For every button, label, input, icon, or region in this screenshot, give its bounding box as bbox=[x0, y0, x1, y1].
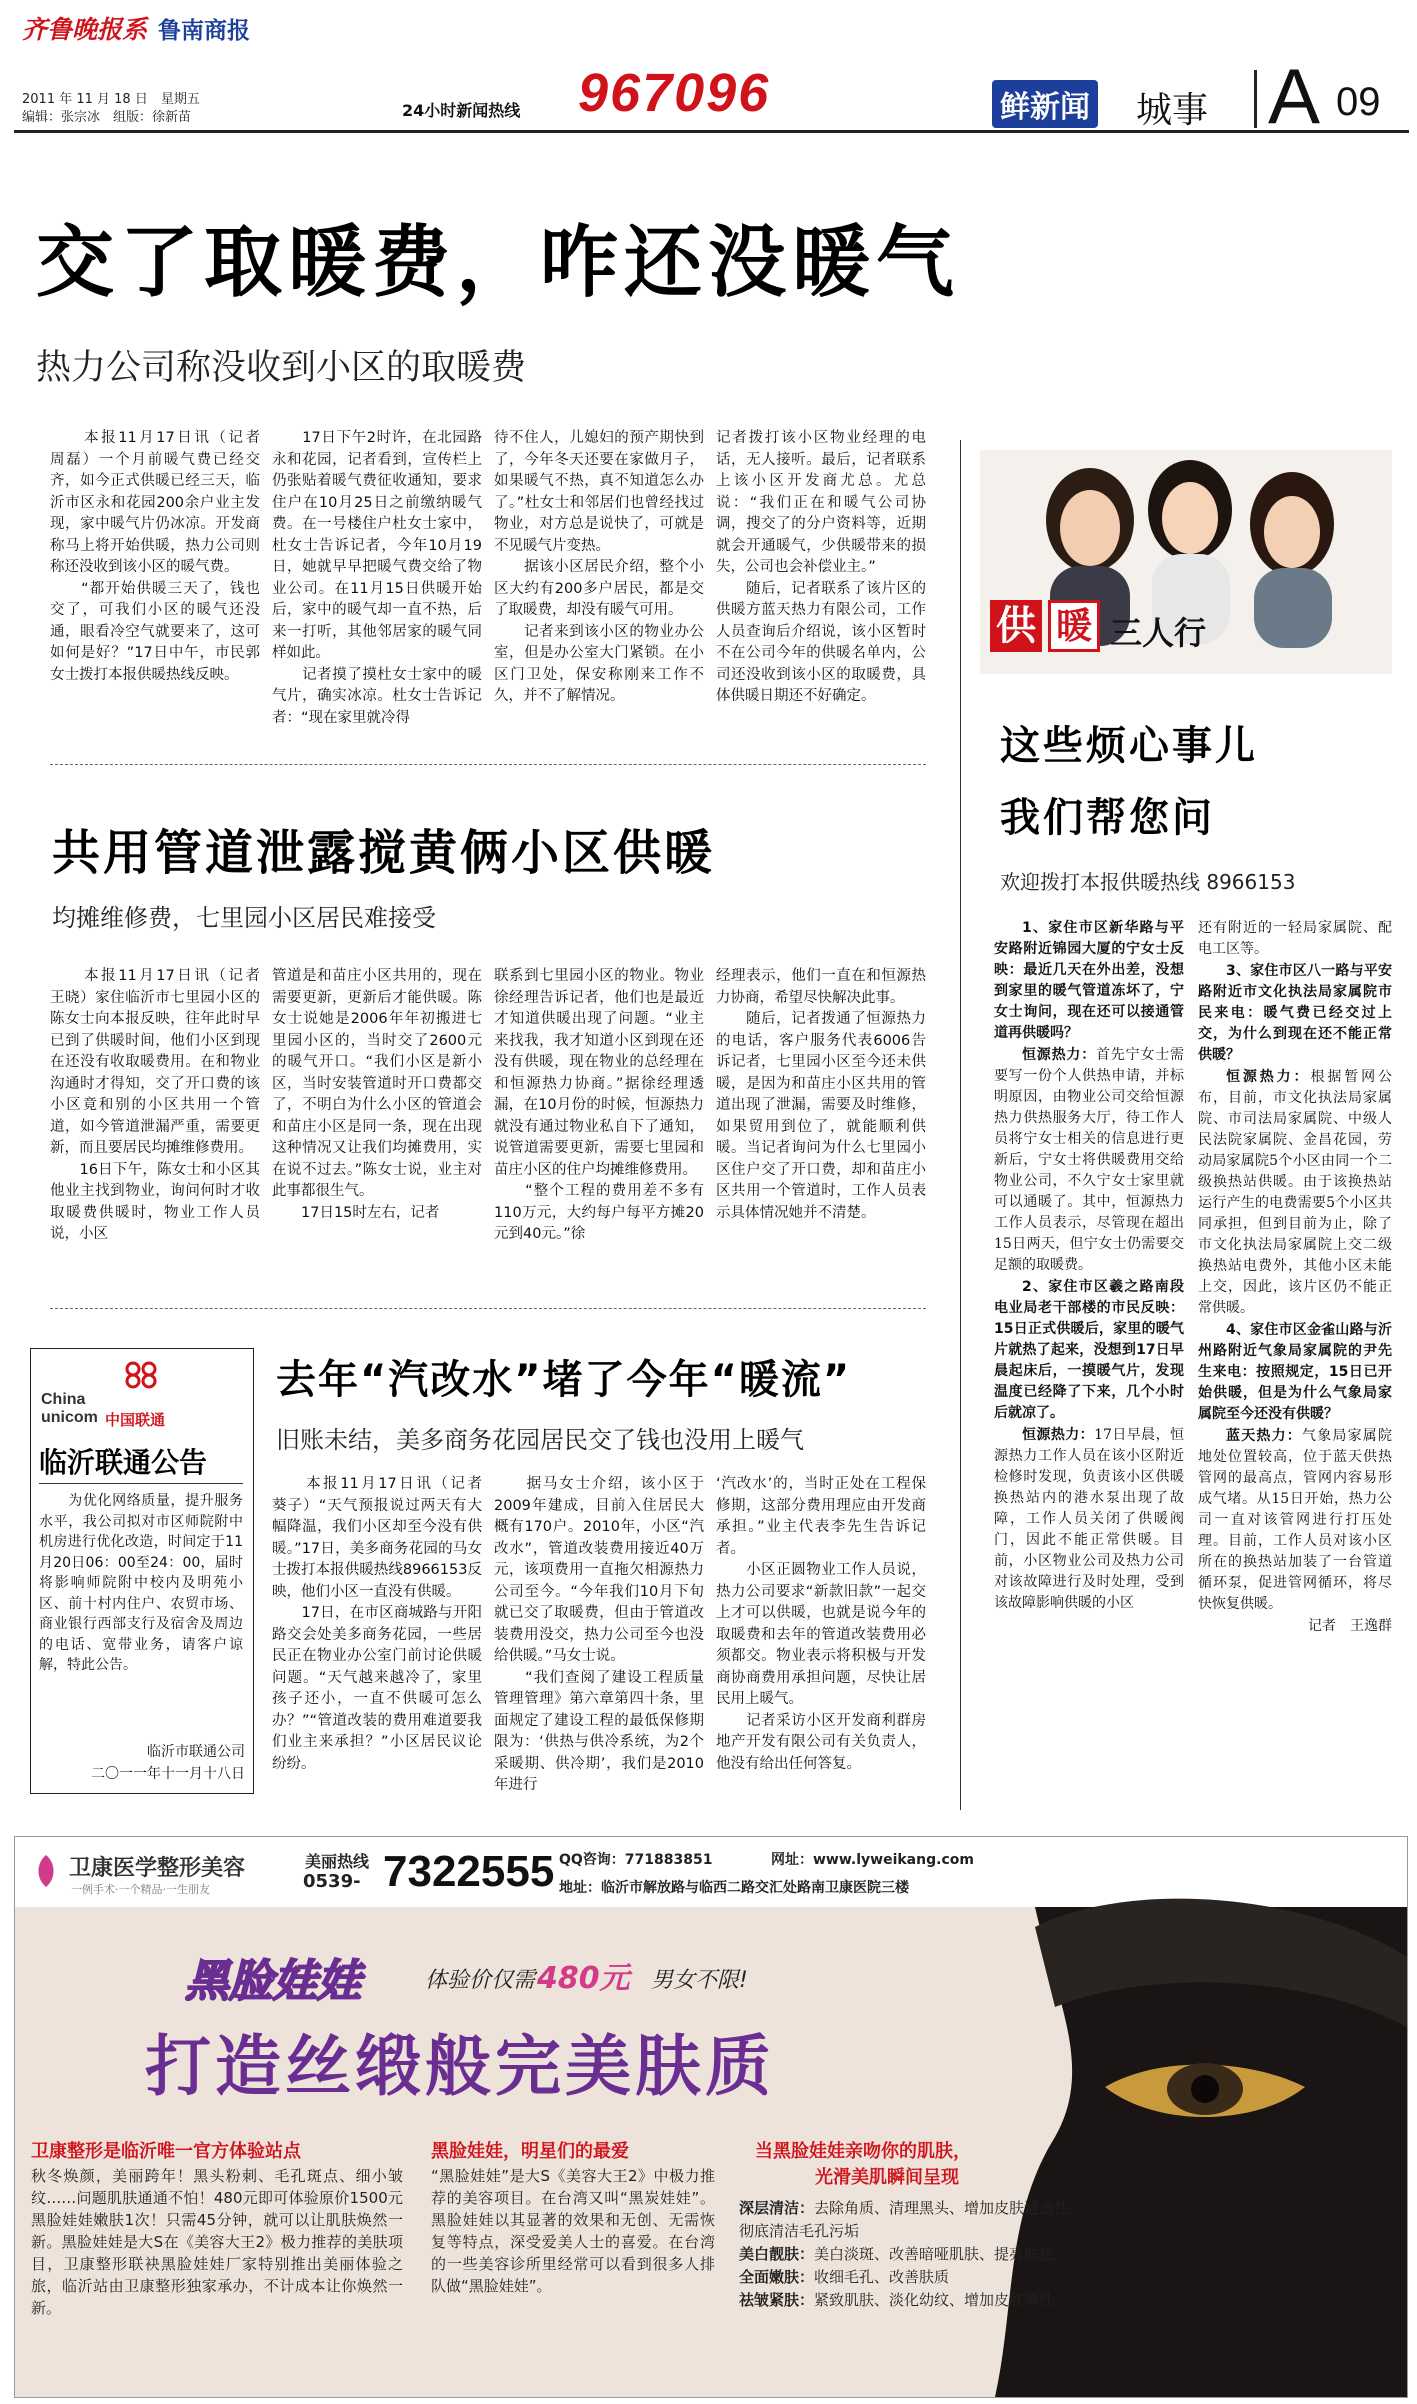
story1-col-3: 待不住人，儿媳妇的预产期快到了，今年冬天还要在家做月子，如果暖气不热，真不知道怎么办了。”杜女士和邻居们也曾经找过物业，对方总是说快了，可就是不见暖气片变热。 据该小区居民介绍，整个小区大约有200多户居民，都是交了取暖费，却没有暖气可用。 记者来到该小区的物业办公室，但是办公室大门紧锁。在小区门卫处，保安称刚来工作不久，并不了解情况。 bbox=[494, 430, 704, 704]
ad-area-code: 0539- bbox=[303, 1871, 361, 1892]
story3-col-2: 据马女士介绍，该小区于2009年建成，目前入住居民大概有170户。2010年，小区“汽改水”，管道改装费用接近40万元，该项费用一直拖欠相源热力公司至今。“今年我们10月下旬就已交了取暖费，但由于管道改装费用没交，热力公司至今也没给供暖。”马女士说。 “我们查阅了建设工程质量管理管理》第六章第四十条，里面规定了建设工程的最低保修期限为：‘供热与供冷系统，为2个采暖期、供冷期’，我们是2010年进行 bbox=[494, 1476, 704, 1793]
unicom-notice bbox=[30, 1348, 254, 1794]
sidebar-hotline-text: 欢迎拨打本报供暖热线 8966153 bbox=[1000, 870, 1296, 894]
masthead bbox=[0, 0, 1417, 140]
sidebar-q1: 1、家住市区新华路与平安路附近锦园大厦的宁女士反映：最近几天在外出差，没想到家里的暖气管道冻坏了，宁女士询问，现在还可以接通管道再供暖吗？ bbox=[994, 920, 1184, 1041]
ad-price: 480元 bbox=[537, 1961, 630, 1996]
paper-sub-name: 鲁南商报 bbox=[158, 18, 250, 44]
ad-brand: 卫康医学整形美容 bbox=[69, 1856, 246, 1881]
sidebar-col-2 bbox=[1198, 918, 1392, 1798]
story1-col-2: 17日下午2时许，在北园路永和花园，记者看到，宣传栏上仍张贴着暖气费征收通知，要求住户在10月25日之前缴纳暖气费。在一号楼住户杜女士家中，杜女士告诉记者，今年10月19日，她就早早把暖气费交给了物业公司。在11月15日供暖开始后，家中的暖气却一直不热，后来一打听，其他邻居家的暖气同样如此。 记者摸了摸杜女士家中的暖气片，确实冰凉。杜女士告诉记者：“现在家里就冷得 bbox=[272, 430, 482, 726]
ad-big-slogan: 打造丝缎般完美肤质 bbox=[145, 2028, 775, 2105]
ad-product-name: 黑脸娃娃 bbox=[185, 1956, 361, 2007]
masthead-divider bbox=[1254, 70, 1257, 128]
notice-title: 临沂联通公告 bbox=[39, 1446, 208, 1479]
ad-phone: 7322555 bbox=[383, 1847, 555, 1896]
sidebar-q2: 2、家住市区羲之路南段电业局老干部楼的市民反映：15日正式供暖后，家里的暖气片就热了起来，没想到17日早晨起床后，一摸暖气片，发现温度已经降了下来，几个小时后就凉了。 bbox=[994, 1279, 1184, 1421]
story2-col-3: 联系到七里园小区的物业。物业徐经理告诉记者，他们也是最近才知道供暖出现了问题。“业主来找我，我才知道小区到现在还没有供暖，现在物业的总经理在和恒源热力协商。”据徐经理透漏，在10月份的时候，恒源热力就没有通过物业私自下了通知，说管道需要更新，需要七里园和苗庄小区的住户均摊维修费用。 “整个工程的费用差不多有110万元，大约每户每平方摊20元到40元。”徐 bbox=[494, 968, 704, 1242]
notice-title-rule bbox=[39, 1483, 243, 1484]
sidebar-title-line2: 我们帮您问 bbox=[1000, 795, 1215, 841]
ad-block1-title: 卫康整形是临沂唯一官方体验站点 bbox=[31, 2141, 301, 2162]
ad-block2-title: 黑脸娃娃，明星们的最爱 bbox=[431, 2141, 629, 2162]
sidebar-title-line1: 这些烦心事儿 bbox=[1000, 723, 1258, 769]
sidebar-q3: 3、家住市区八一路与平安路附近市文化执法局家属院市民来电：暖气费已经交过上交，为什么到现在还不能正常供暖？ bbox=[1198, 963, 1392, 1063]
notice-date: 二〇一一年十一月十八日 bbox=[91, 1766, 245, 1782]
ad-block2-body: “黑脸娃娃”是大S《美容大王2》中极力推荐的美容项目。在台湾又叫“黑炭娃娃”。黑脸娃娃以其显著的效果和无创、无需恢复等特点，深受爱美人士的喜爱。在台湾的一些美容诊所里经常可以看到很多人排队做“黑脸娃娃”。 bbox=[431, 2167, 715, 2295]
ad-block3-title2: 光滑美肌瞬间呈现 bbox=[815, 2167, 959, 2188]
masthead-rule bbox=[14, 130, 1409, 133]
sidebar-banner-label-1: 供 bbox=[990, 600, 1042, 652]
ad-website: 网址：www.lyweikang.com bbox=[771, 1852, 974, 1868]
ad-price-pre: 体验价仅需 bbox=[425, 1968, 536, 1993]
section-name: 城事 bbox=[1136, 90, 1209, 131]
story2-col-1: 本报11月17日讯（记者 王晓）家住临沂市七里园小区的陈女士向本报反映，往年此时早已到了供暖时间，他们小区到现在还没有收取暖费用。在和物业沟通时才得知，交了开口费的该小区竟和别的小区共用一个管道，如今管道泄漏严重，需要更新，而且要居民均摊维修费用。 16日下午，陈女士和小区其他业主找到物业，询问何时才收取暖费供暖时，物业工作人员说，小区 bbox=[50, 968, 260, 1242]
hotline-number: 967096 bbox=[578, 63, 771, 123]
unicom-logo-cn: 中国联通 bbox=[105, 1411, 166, 1429]
ad-feature-item: 全面嫩肤：收细毛孔、改善肤质 bbox=[739, 2268, 950, 2286]
story3-subhead: 旧账未结，美多商务花园居民交了钱也没用上暖气 bbox=[276, 1426, 804, 1454]
ad-brand-slogan: 一例手术·一个精品·一生朋友 bbox=[71, 1883, 210, 1896]
paper-name: 齐鲁晚报系 bbox=[22, 15, 148, 44]
sidebar-q4: 4、家住市区金雀山路与沂州路附近气象局家属院的尹先生来电：按照规定，15日已开始供暖，但是为什么气象局家属院至今还没有供暖？ bbox=[1198, 1322, 1392, 1422]
story1-col-4: 记者拨打该小区物业经理的电话，无人接听。最后，记者联系上该小区开发商尤总。尤总说：“我们正在和暖气公司协调，搜交了的分户资料等，近期就会开通暖气，少供暖带来的损失，公司也会补偿业主。” 随后，记者联系了该片区的供暖方蓝天热力有限公司，工作人员查询后介绍说，该小区暂时不在公司今年的供暖名单内，公司还没收到该小区的取暖费，具体供暖日期还不好确定。 bbox=[716, 430, 926, 704]
ad-price-post: 男女不限! bbox=[651, 1968, 748, 1993]
story2-col-4: 经理表示，他们一直在和恒源热力协商，希望尽快解决此事。 随后，记者拨通了恒源热力的电话，客户服务代表6006告诉记者，七里园小区至今还未供暖，是因为和苗庄小区共用的管道出现了泄漏，需要及时维修，如果贸用到位了，就能顺利供暖。当记者询问为什么七里园小区住户交了开口费，却和苗庄小区共用一个管道时，工作人员表示具体情况她并不清楚。 bbox=[716, 968, 926, 1221]
story3-col-3: ‘汽改水’的，当时正处在工程保修期，这部分费用理应由开发商承担。”业主代表李先生告诉记者。 小区正圆物业工作人员说，热力公司要求“新款旧款”一起交上才可以供暖，也就是说今年的取暖费和去年的管道改装费用必须都交。物业表示将积极与开发商协商费用承担问题，尽快让居民用上暖气。 记者采访小区开发商利群房地产开发有限公司有关负责人，他没有给出任何答复。 bbox=[716, 1476, 926, 1772]
story1-headline: 交了取暖费，咋还没暖气 bbox=[36, 218, 961, 308]
ad-feature-item: 深层清洁：去除角质、清理黑头、增加皮肤通透性、彻底清洁毛孔污垢 bbox=[739, 2199, 1085, 2240]
ad-brand-logo-icon bbox=[31, 1853, 61, 1889]
ad-feature-item: 美白靓肤：美白淡斑、改善暗哑肌肤、提亮肤色 bbox=[739, 2245, 1055, 2263]
sidebar-reporter: 记者 王逸群 bbox=[1308, 1618, 1392, 1634]
sidebar-banner-label-2: 暖 bbox=[1048, 600, 1100, 652]
ad-qq: QQ咨询：771883851 bbox=[559, 1852, 713, 1868]
ad-block3-list bbox=[739, 2197, 1099, 2312]
ad-feature-item: 祛皱紧肤：紧致肌肤、淡化幼纹、增加皮肤弹性 bbox=[739, 2291, 1055, 2309]
sidebar-col-1 bbox=[994, 918, 1184, 1798]
story2-headline: 共用管道泄露搅黄俩小区供暖 bbox=[52, 825, 716, 881]
story1-subhead: 热力公司称没收到小区的取暖费 bbox=[36, 348, 527, 388]
hotline-label: 24小时新闻热线 bbox=[402, 101, 521, 120]
sidebar-a3: 恒源热力：根据暂网公布，目前，市文化执法局家属院、市司法局家属院、中级人民法院家属院、金昌花园，劳动局家属院5个小区由同一个二级换热站供暖。由于该换热站运行产生的电费需要5个小区共同承担，但到目前为止，除了市文化执法局家属院上交二级换热站电费外，其他小区未能上交，因此，该片区仍不能正常供暖。 bbox=[1198, 1069, 1393, 1316]
sidebar-a4: 蓝天热力：气象局家属院地处位置较高，位于蓝天供热管网的最高点，管网内容易形成气堵。从15日开始，热力公司一直对该管网进行打压处理。目前，工作人员对该小区所在的换热站加装了一台管道循环泵，促进管网循环，将尽快恢复供暖。 bbox=[1198, 1428, 1392, 1612]
story1-col-1: 本报11月17日讯（记者 周磊）一个月前暖气费已经交齐，如今正式供暖已经三天，临沂市区永和花园200余户业主发现，家中暖气片仍冰凉。开发商称马上将开始供暖，热力公司则称还没收到该小区的暖气费。 “都开始供暖三天了，钱也交了，可我们小区的暖气还没通，眼看冷空气就要来了，这可如何是好？”17日中午，市民郭女士拨打本报供暖热线反映。 bbox=[50, 430, 260, 683]
sidebar-continue: 还有附近的一轻局家属院、配电工区等。 bbox=[1198, 920, 1392, 957]
sidebar-banner bbox=[980, 450, 1392, 674]
page-number: 09 bbox=[1336, 80, 1381, 124]
ad-address: 地址：临沂市解放路与临西二路交汇处路南卫康医院三楼 bbox=[559, 1880, 909, 1896]
story3-headline: 去年“汽改水”堵了今年“暖流” bbox=[276, 1357, 852, 1403]
issue-date: 2011 年 11 月 18 日 星期五 bbox=[22, 92, 200, 107]
unicom-logo-unicom: unicom bbox=[41, 1409, 98, 1426]
unicom-logo-china: China bbox=[41, 1391, 86, 1408]
sidebar-divider bbox=[960, 440, 961, 1810]
notice-signature: 临沂市联通公司 bbox=[147, 1744, 245, 1760]
editors: 编辑：张宗冰 组版：徐新苗 bbox=[22, 110, 192, 125]
unicom-knot-icon bbox=[121, 1359, 161, 1391]
sidebar-banner-label-3: 三人行 bbox=[1110, 614, 1207, 652]
advertisement bbox=[14, 1836, 1408, 2398]
story2-subhead: 均摊维修费，七里园小区居民难接受 bbox=[52, 904, 436, 932]
story2-col-2: 管道是和苗庄小区共用的，现在需要更新，更新后才能供暖。陈女士说她是2006年年初搬进七里园小区的，当时交了2600元的暖气开口。“我们小区是新小区，当时安装管道时开口费都交了，不明白为什么小区的管道会和苗庄小区是同一条，现在出现这种情况又让我们均摊费用，实在说不过去。”陈女士说，业主对此事都很生气。 17日15时左右，记者 bbox=[272, 968, 482, 1221]
ad-hotline-label: 美丽热线 bbox=[305, 1852, 370, 1871]
story3-col-1: 本报11月17日讯（记者 葵子）“天气预报说过两天有大幅降温，我们小区却至今没有供暖。”17日，美多商务花园的马女士拨打本报供暖热线8966153反映，他们小区一直没有供暖。 17日，在市区商城路与开阳路交会处美多商务花园，一些居民正在物业办公室门前讨论供暖问题。“天气越来越冷了，家里孩子还小，一直不供暖可怎么办？”“管道改装的费用难道要我们业主来承担？”小区居民议论纷纷。 bbox=[272, 1476, 482, 1772]
section-brand: 鲜新闻 bbox=[992, 80, 1098, 128]
notice-body: 为优化网络质量，提升服务水平，我公司拟对市区师院附中机房进行优化改造，时间定于11月20日06：00至24：00，届时将影响师院附中校内及明苑小区、前十村内住户、农贸市场、商业银行西部支行及宿舍及周边的电话、宽带业务，请客户谅解，特此公告。 bbox=[39, 1493, 243, 1673]
page-letter: A bbox=[1268, 52, 1321, 140]
divider-2 bbox=[50, 1308, 926, 1309]
sidebar-a1: 恒源热力：首先宁女士需要写一份个人供热申请，并标明原因，由物业公司交给恒源热力供热服务大厅，待工作人员将宁女士相关的信息进行更新后，宁女士将供暖费用交给物业公司，不久宁女士家里就可以通暖了。其中，恒源热力工作人员表示，尽管现在超出15日两天，但宁女士仍需要交足额的取暖费。 bbox=[994, 1047, 1184, 1273]
sidebar-a2: 恒源热力：17日早晨，恒源热力工作人员在该小区附近检修时发现，负责该小区供暖换热站内的港水泵出现了故障，工作人员关闭了供暖阀门，因此不能正常供暖。目前，小区物业公司及热力公司对该故障进行及时处理，受到该故障影响供暖的小区 bbox=[994, 1427, 1184, 1611]
ad-block1-body: 秋冬焕颜，美丽跨年！黑头粉刺、毛孔斑点、细小皱纹……问题肌肤通通不怕！480元即可体验原价1500元黑脸娃娃嫩肤1次！只需45分钟，就可以让肌肤焕然一新。黑脸娃娃是大S在《美容大王2》极力推荐的美肤项目，卫康整形联袂黑脸娃娃厂家特别推出美丽体验之旅，临沂站由卫康整形独家承办，不计成本让你焕然一新。 bbox=[31, 2167, 403, 2317]
ad-block3-title1: 当黑脸娃娃亲吻你的肌肤， bbox=[755, 2141, 971, 2162]
divider-1 bbox=[50, 764, 926, 765]
